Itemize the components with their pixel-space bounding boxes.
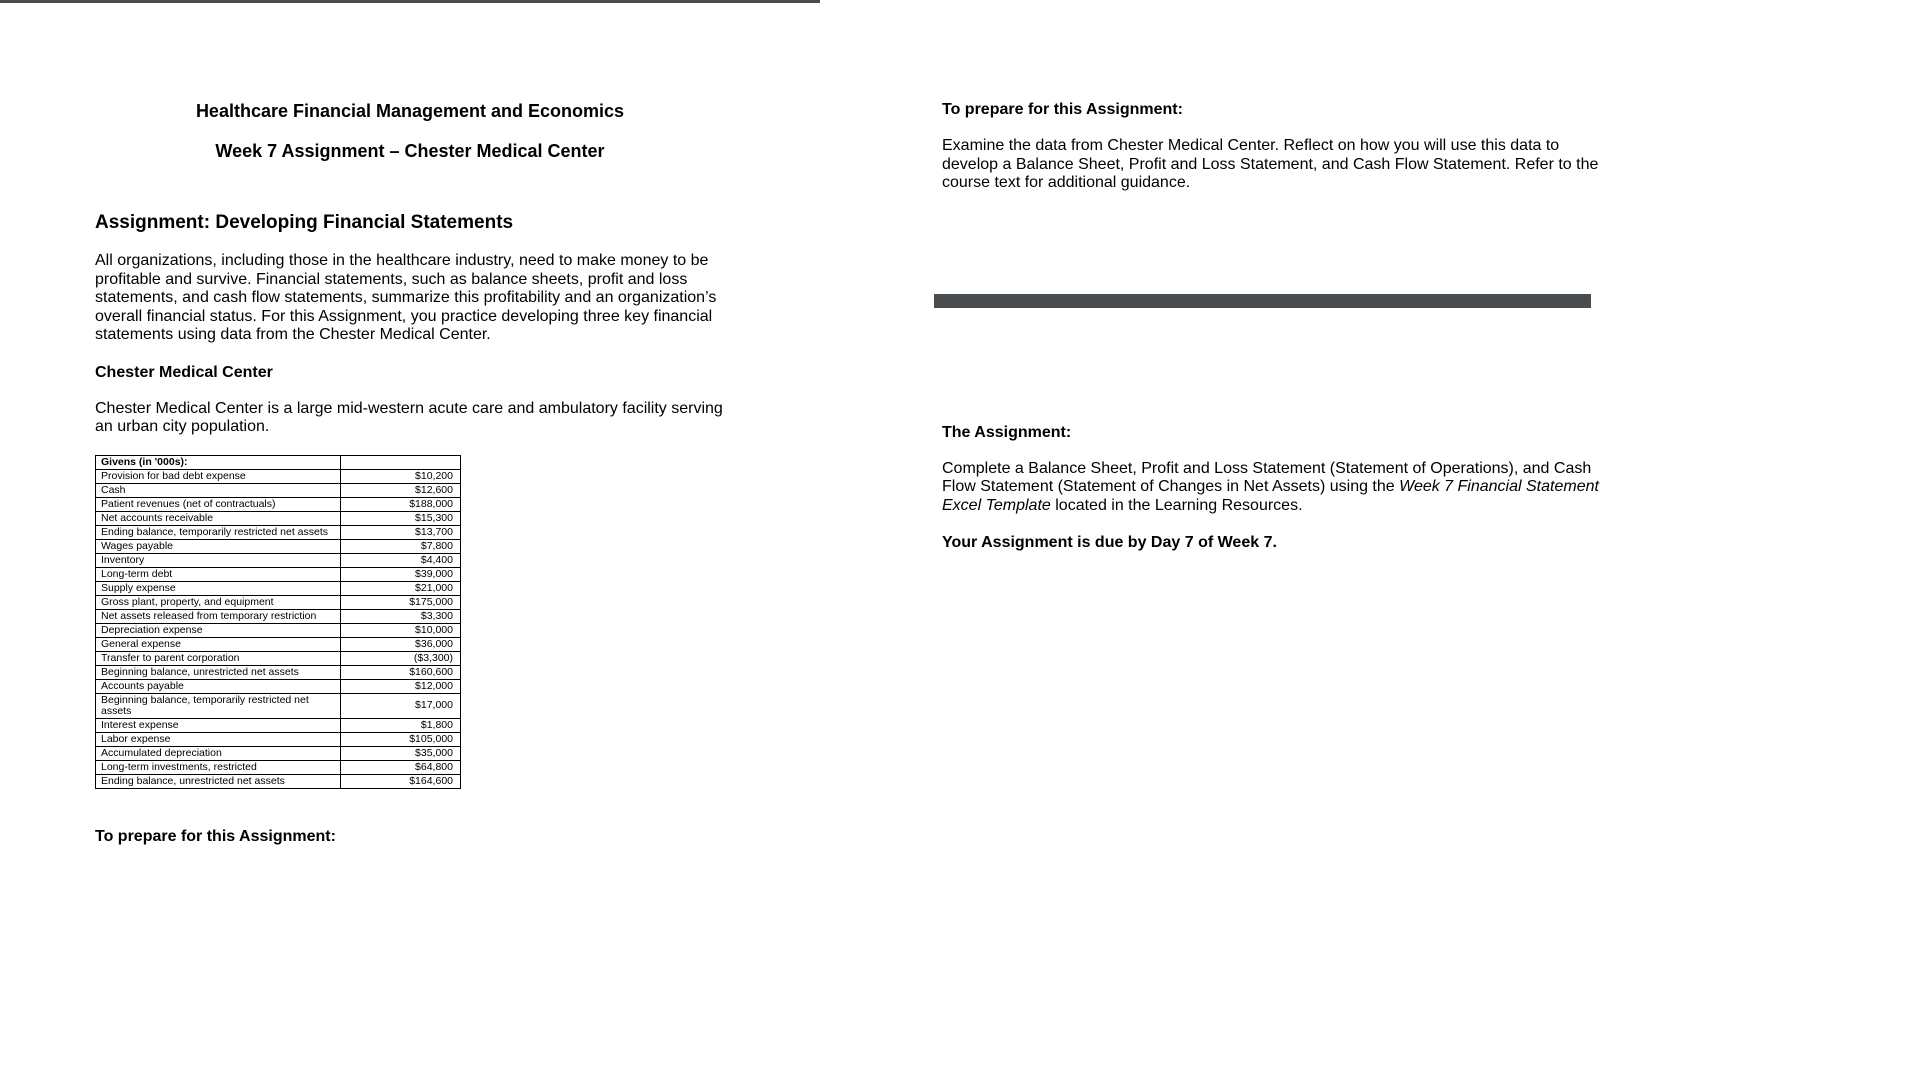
table-row-value: $3,300 — [341, 609, 461, 623]
table-row-label: Net accounts receivable — [96, 511, 341, 525]
right-page — [942, 96, 1602, 552]
table-row-value: $164,600 — [341, 774, 461, 788]
table-row-value: $4,400 — [341, 553, 461, 567]
assignment-heading: The Assignment: — [942, 423, 1072, 441]
table-row-value: $21,000 — [341, 581, 461, 595]
table-row — [96, 760, 461, 774]
table-row-label: Ending balance, temporarily restricted net assets — [96, 525, 341, 539]
table-row — [96, 595, 461, 609]
table-row-value: $1,800 — [341, 718, 461, 732]
table-row — [96, 525, 461, 539]
prepare-heading-right: To prepare for this Assignment: — [942, 101, 1183, 118]
table-row-label: Patient revenues (net of contractuals) — [96, 497, 341, 511]
assignment-text-part2: located in the Learning Resources. — [1050, 496, 1303, 514]
table-row-label: Labor expense — [96, 732, 341, 746]
table-row-label: Wages payable — [96, 539, 341, 553]
table-row — [96, 567, 461, 581]
table-row — [96, 497, 461, 511]
table-row — [96, 746, 461, 760]
table-row — [96, 693, 461, 718]
table-row-value: $64,800 — [341, 760, 461, 774]
table-row — [96, 469, 461, 483]
document-subtitle: Week 7 Assignment – Chester Medical Center — [215, 141, 605, 161]
top-divider — [0, 0, 820, 3]
table-row-label: Provision for bad debt expense — [96, 469, 341, 483]
table-row — [96, 609, 461, 623]
table-header-row — [96, 455, 461, 469]
table-row — [96, 732, 461, 746]
table-row-label: Depreciation expense — [96, 623, 341, 637]
table-row-value: $35,000 — [341, 746, 461, 760]
template-name: Week 7 Financial Statement Excel Template — [942, 478, 1599, 514]
prepare-heading-left: To prepare for this Assignment: — [95, 827, 336, 845]
due-date-text: Your Assignment is due by Day 7 of Week 7. — [942, 534, 1277, 551]
table-row-value: ($3,300) — [341, 651, 461, 665]
table-row — [96, 679, 461, 693]
intro-paragraph: All organizations, including those in the healthcare industry, need to make money to be profitable and survive. Financial statements, such as balance sheets, profit and loss statements, and cash flow statements, summarize this profitability and an organization’s overall financial status. For this Assignment, you practice developing three key financial statements using data from the Chester Medical Center. — [95, 252, 717, 343]
table-row-value: $15,300 — [341, 511, 461, 525]
table-row-value: $105,000 — [341, 732, 461, 746]
table-row-value: $12,600 — [341, 483, 461, 497]
table-row-label: Accumulated depreciation — [96, 746, 341, 760]
table-row — [96, 665, 461, 679]
table-row-label: General expense — [96, 637, 341, 651]
document-title: Healthcare Financial Management and Economics — [195, 101, 625, 121]
table-row-value: $10,000 — [341, 623, 461, 637]
prepare-text: Examine the data from Chester Medical Center. Reflect on how you will use this data to develop a Balance Sheet, Profit and Loss Statement, and Cash Flow Statement. Refer to the course text for additional guidance. — [942, 137, 1599, 191]
table-row — [96, 553, 461, 567]
organization-description: Chester Medical Center is a large mid-western acute care and ambulatory facility serving an urban city population. — [95, 399, 723, 435]
table-row-value: $188,000 — [341, 497, 461, 511]
assignment-text-part1: Complete a Balance Sheet, Profit and Loss Statement (Statement of Operations), and Cash Flow Statement (Statement of Changes in Net Assets) using the — [942, 459, 1592, 495]
table-row — [96, 651, 461, 665]
table-row-label: Transfer to parent corporation — [96, 651, 341, 665]
table-row-label: Interest expense — [96, 718, 341, 732]
table-row — [96, 539, 461, 553]
table-row-value: $175,000 — [341, 595, 461, 609]
table-row — [96, 511, 461, 525]
table-row-label: Net assets released from temporary restriction — [96, 609, 341, 623]
table-row — [96, 581, 461, 595]
table-row-value: $17,000 — [341, 693, 461, 718]
table-row-value: $13,700 — [341, 525, 461, 539]
table-row-label: Ending balance, unrestricted net assets — [96, 774, 341, 788]
table-row-label: Supply expense — [96, 581, 341, 595]
table-row-value: $160,600 — [341, 665, 461, 679]
table-row — [96, 623, 461, 637]
table-row-label: Long-term investments, restricted — [96, 760, 341, 774]
assignment-text — [942, 460, 1602, 516]
table-row-label: Inventory — [96, 553, 341, 567]
section-heading: Assignment: Developing Financial Statements — [95, 212, 514, 233]
left-page — [95, 96, 735, 846]
table-row — [96, 774, 461, 788]
table-row-value: $12,000 — [341, 679, 461, 693]
table-row-label: Long-term debt — [96, 567, 341, 581]
table-row — [96, 483, 461, 497]
table-row-label: Accounts payable — [96, 679, 341, 693]
table-row-label: Beginning balance, temporarily restricted net assets — [96, 693, 341, 718]
organization-heading: Chester Medical Center — [95, 363, 273, 381]
table-row-value: $10,200 — [341, 469, 461, 483]
table-row-label: Gross plant, property, and equipment — [96, 595, 341, 609]
table-row-value: $39,000 — [341, 567, 461, 581]
table-row-value: $36,000 — [341, 637, 461, 651]
table-row — [96, 637, 461, 651]
table-row-label: Beginning balance, unrestricted net assets — [96, 665, 341, 679]
table-header-label: Givens (in '000s): — [96, 455, 341, 469]
table-row — [96, 718, 461, 732]
table-header-value — [341, 455, 461, 469]
table-row-label: Cash — [96, 483, 341, 497]
table-row-value: $7,800 — [341, 539, 461, 553]
givens-table — [95, 455, 461, 789]
